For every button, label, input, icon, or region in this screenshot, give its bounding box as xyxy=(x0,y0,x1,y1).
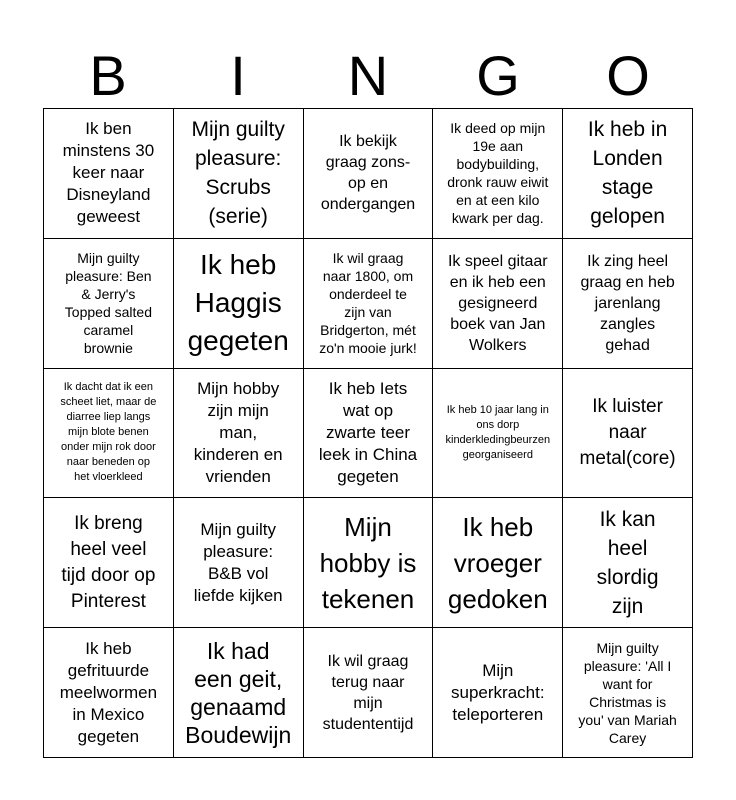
header-letter-o: O xyxy=(606,44,650,107)
bingo-cell[interactable] xyxy=(433,239,563,369)
bingo-grid xyxy=(43,108,693,758)
cell-text: Ik ben minstens 30 keer naar Disneyland geweest xyxy=(62,119,155,227)
cell-text: Ik breng heel veel tijd door op Pinterest xyxy=(61,512,156,612)
cell-text: Ik zing heel graag en heb jarenlang zangles gehad xyxy=(580,252,675,354)
bingo-cell[interactable] xyxy=(44,369,174,499)
bingo-cell[interactable] xyxy=(44,628,174,758)
bingo-cell[interactable] xyxy=(433,498,563,628)
bingo-cell[interactable] xyxy=(563,109,693,239)
bingo-cell[interactable] xyxy=(304,628,434,758)
bingo-cell[interactable] xyxy=(304,109,434,239)
bingo-cell[interactable] xyxy=(304,239,434,369)
cell-text: Ik wil graag terug naar mijn studententijd xyxy=(322,652,414,733)
cell-text: Ik kan heel slordig zijn xyxy=(596,507,659,618)
bingo-cell[interactable] xyxy=(44,239,174,369)
bingo-cell[interactable] xyxy=(563,239,693,369)
cell-text: Mijn guilty pleasure: B&B vol liefde kijken xyxy=(193,519,283,605)
cell-text: Ik deed op mijn 19e aan bodybuilding, dronk rauw eiwit en at een kilo kwark per dag. xyxy=(447,120,549,227)
cell-text: Mijn hobby is tekenen xyxy=(319,511,417,614)
cell-text: Ik dacht dat ik een scheet liet, maar de diarree liep langs mijn blote benen onder mijn rok door naar beneden op het vloerkleed xyxy=(60,381,157,484)
bingo-cell[interactable] xyxy=(563,498,693,628)
cell-text: Ik heb Iets wat op zwarte teer leek in China gegeten xyxy=(318,378,418,486)
cell-text: Ik bekijk graag zons- op en ondergangen xyxy=(320,133,416,214)
bingo-cell[interactable] xyxy=(44,498,174,628)
header-letter-b: B xyxy=(89,44,127,107)
header-letter-n: N xyxy=(347,44,389,107)
cell-text: Ik wil graag naar 1800, om onderdeel te zijn van Bridgerton, mét zo'n mooie jurk! xyxy=(319,250,417,357)
cell-text: Ik heb gefrituurde meelwormen in Mexico gegeten xyxy=(59,638,158,746)
bingo-header xyxy=(43,44,693,108)
header-letter-g: G xyxy=(476,44,520,107)
bingo-cell[interactable] xyxy=(433,369,563,499)
bingo-cell[interactable] xyxy=(433,109,563,239)
cell-text: Ik heb Haggis gegeten xyxy=(187,249,289,357)
bingo-cell[interactable] xyxy=(563,369,693,499)
bingo-cell[interactable] xyxy=(174,109,304,239)
bingo-cell[interactable] xyxy=(304,498,434,628)
cell-text: Ik luister naar metal(core) xyxy=(579,395,676,469)
cell-text: Ik had een geit, genaamd Boudewijn xyxy=(185,637,292,748)
cell-text: Ik heb 10 jaar lang in ons dorp kinderkledingbeurzen georganiseerd xyxy=(445,403,551,461)
cell-text: Mijn guilty pleasure: 'All I want for Christmas is you' van Mariah Carey xyxy=(578,639,677,746)
bingo-cell[interactable] xyxy=(174,369,304,499)
bingo-cell[interactable] xyxy=(304,369,434,499)
bingo-cell[interactable] xyxy=(44,109,174,239)
cell-text: Mijn guilty pleasure: Scrubs (serie) xyxy=(191,118,285,229)
cell-text: Ik speel gitaar en ik heb een gesigneerd boek van Jan Wolkers xyxy=(447,252,548,354)
cell-text: Ik heb vroeger gedoken xyxy=(447,511,548,614)
bingo-cell[interactable] xyxy=(174,239,304,369)
cell-text: Ik heb in Londen stage gelopen xyxy=(587,118,668,229)
cell-text: Mijn superkracht: teleporteren xyxy=(451,660,545,724)
cell-text: Mijn guilty pleasure: Ben & Jerry's Topped salted caramel brownie xyxy=(64,250,152,357)
cell-text: Mijn hobby zijn mijn man, kinderen en vrienden xyxy=(193,378,283,486)
bingo-cell[interactable] xyxy=(174,498,304,628)
bingo-cell[interactable] xyxy=(174,628,304,758)
bingo-cell[interactable] xyxy=(563,628,693,758)
header-letter-i: I xyxy=(230,44,246,107)
bingo-cell[interactable] xyxy=(433,628,563,758)
